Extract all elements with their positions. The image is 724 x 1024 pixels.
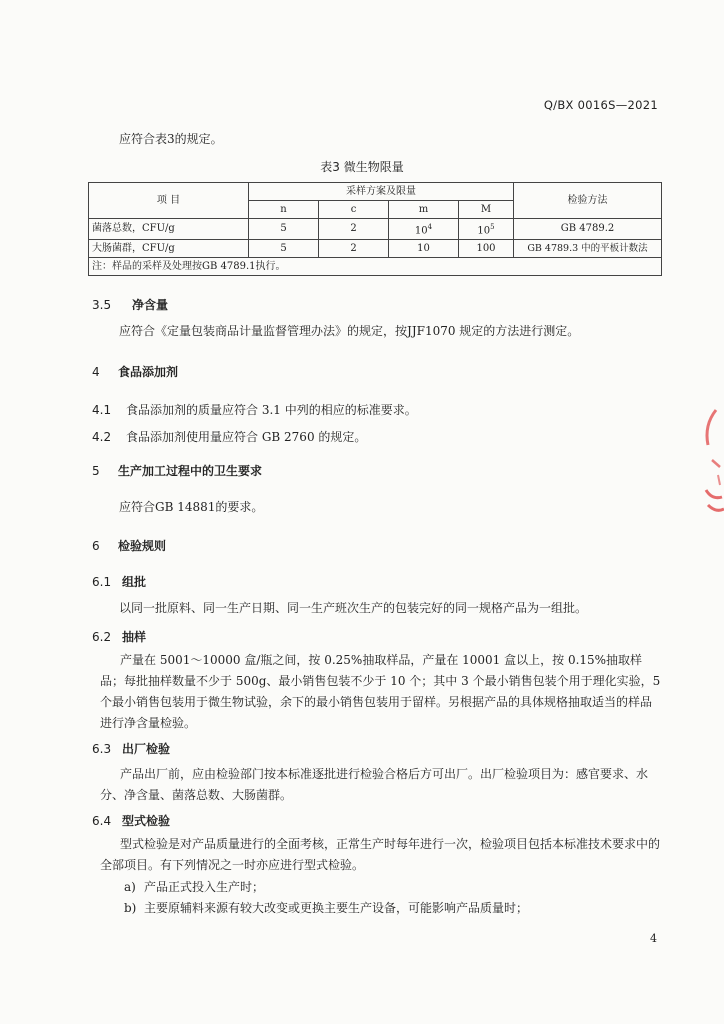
partial-seal-stamp (698, 405, 724, 525)
header-sampling-plan: 采样方案及限量 (249, 183, 514, 201)
row-n: 5 (249, 219, 319, 240)
section-5-heading: 5 生产加工过程中的卫生要求 (92, 464, 263, 478)
section-4-1: 4.1 食品添加剂的质量应符合 3.1 中列的相应的标准要求。 (92, 403, 417, 417)
section-6-2-heading: 6.2 抽样 (92, 630, 147, 644)
section-6-4-text: 型式检验是对产品质量进行的全面考核，正常生产时每年进行一次，检验项目包括本标准技术要求中的全部项目。有下列情况之一时亦应进行型式检验。 (100, 837, 661, 872)
table-row (89, 219, 662, 240)
header-test-method: 检验方法 (514, 183, 662, 219)
section-6-4-heading: 6.4 型式检验 (92, 814, 171, 828)
microbe-limit-table (88, 182, 662, 276)
row-c: 2 (319, 219, 389, 240)
section-4-heading: 4 食品添加剂 (92, 365, 179, 379)
row-M: 100 (459, 240, 514, 258)
section-6-3-heading: 6.3 出厂检验 (92, 742, 171, 756)
row-n: 5 (249, 240, 319, 258)
row-method: GB 4789.2 (514, 219, 662, 240)
row-m: $10^4$ (389, 219, 459, 240)
list-item: a) 产品正式投入生产时； (124, 880, 265, 894)
list-item: b) 主要原辅料来源有较大改变或更换主要生产设备，可能影响产品质量时； (124, 901, 529, 915)
intro-line: 应符合表3的规定。 (119, 132, 223, 146)
row-c: 2 (319, 240, 389, 258)
row-name: 菌落总数，CFU/g (89, 219, 249, 240)
row-M: $10^5$ (459, 219, 514, 240)
header-item: 项 目 (89, 183, 249, 219)
table-row (89, 240, 662, 258)
subheader-m: m (389, 201, 459, 219)
page-number: 4 (650, 932, 657, 945)
row-name: 大肠菌群，CFU/g (89, 240, 249, 258)
section-6-1-text: 以同一批原料、同一生产日期、同一生产班次生产的包装完好的同一规格产品为一组批。 (119, 601, 588, 615)
document-code: Q/BX 0016S—2021 (543, 98, 658, 112)
row-method: GB 4789.3 中的平板计数法 (514, 240, 662, 258)
section-6-heading: 6 检验规则 (92, 539, 167, 553)
table-note: 注：样品的采样及处理按GB 4789.1执行。 (89, 258, 662, 276)
table-title: 表3 微生物限量 (320, 160, 404, 174)
subheader-n: n (249, 201, 319, 219)
section-6-2-text: 产量在 5001～10000 盒/瓶之间，按 0.25%抽取样品，产量在 10001 盒以上，按 0.15%抽取样品；每批抽样数量不少于 500g、最小销售包装不少于 10 个；其中 3 个最小销售包装个用于理化实验，5 个最小销售包装用于微生物试验，余下的最小销售包装用于留样。另根据产品的具体规格抽取适当的样品进行净含量检验。 (100, 653, 661, 730)
section-6-1-heading: 6.1 组批 (92, 575, 147, 589)
section-3-5-heading: 3.5 净含量 (92, 298, 169, 312)
row-m: 10 (389, 240, 459, 258)
section-4-2: 4.2 食品添加剂使用量应符合 GB 2760 的规定。 (92, 430, 367, 444)
subheader-c: c (319, 201, 389, 219)
section-5-text: 应符合GB 14881的要求。 (119, 500, 264, 514)
section-6-3-text: 产品出厂前，应由检验部门按本标准逐批进行检验合格后方可出厂。出厂检验项目为：感官要求、水分、净含量、菌落总数、大肠菌群。 (100, 767, 649, 802)
section-3-5-text: 应符合《定量包装商品计量监督管理办法》的规定，按JJF1070 规定的方法进行测定。 (119, 324, 580, 338)
subheader-M: M (459, 201, 514, 219)
